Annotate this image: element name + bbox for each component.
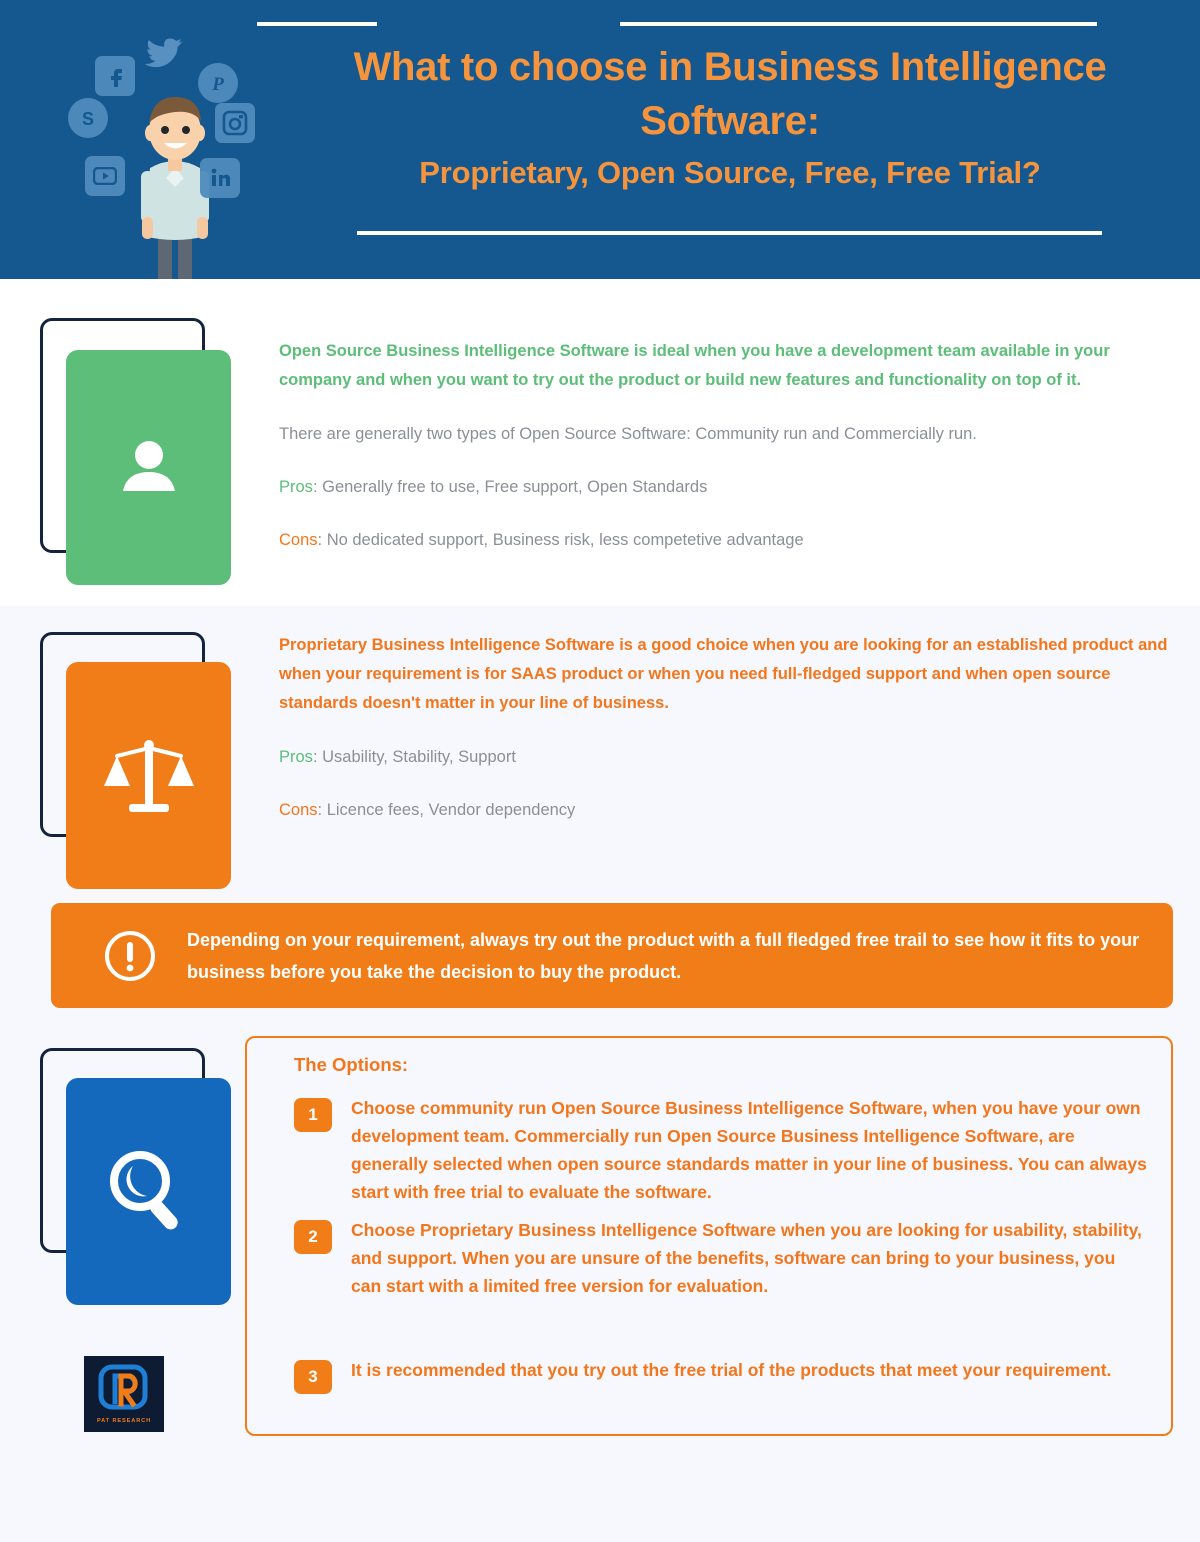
logo-wordmark: PAT RESEARCH bbox=[96, 1418, 152, 1424]
proprietary-text-block bbox=[279, 631, 1169, 824]
open-source-cons bbox=[279, 527, 1169, 554]
option-text: Choose Proprietary Business Intelligence Software when you are looking for usability, stability, and support. When you are unsure of the benefits, software can bring to your business, you can start with a limited free version for evaluation. bbox=[351, 1220, 1142, 1296]
card-filled-orange bbox=[66, 662, 231, 889]
cons-value: : No dedicated support, Business risk, less competetive advantage bbox=[317, 531, 804, 549]
pat-research-mark-icon bbox=[97, 1364, 151, 1416]
option-number-badge: 2 bbox=[294, 1220, 332, 1254]
option-text: It is recommended that you try out the free trial of the products that meet your requirement. bbox=[351, 1360, 1112, 1380]
svg-text:P: P bbox=[212, 74, 224, 94]
open-source-body: There are generally two types of Open Source Software: Community run and Commercially run. bbox=[279, 425, 977, 443]
list-item bbox=[294, 1356, 1149, 1394]
pat-research-logo bbox=[84, 1356, 164, 1432]
header-banner bbox=[0, 0, 1200, 279]
exclamation-circle-icon bbox=[103, 929, 157, 983]
callout-text: Depending on your requirement, always try out the product with a full fledged free trail to see how it fits to your business before you take the decision to buy the product. bbox=[187, 929, 1140, 982]
header-rule-short bbox=[257, 22, 377, 26]
open-source-text-block bbox=[279, 337, 1169, 554]
skype-icon bbox=[68, 98, 108, 138]
facebook-icon bbox=[95, 56, 135, 96]
cons-label: Cons bbox=[279, 801, 318, 819]
open-source-pros bbox=[279, 474, 1169, 501]
open-source-lead: Open Source Business Intelligence Software is ideal when you have a development team available in your company and when you want to try out the product or build new features and functionality on top of it. bbox=[279, 342, 1110, 389]
options-box bbox=[245, 1036, 1173, 1436]
instagram-icon bbox=[215, 103, 255, 143]
header-text-group bbox=[300, 40, 1160, 196]
option-text: Choose community run Open Source Business Intelligence Software, when you have your own development team. Commercially run Open Source Business Intelligence Software, are generally selected when open source standards matter in your line of business. You can always start with free trial to evaluate the software. bbox=[351, 1098, 1147, 1202]
magnifier-glyph-icon bbox=[97, 1140, 201, 1244]
page-subtitle: Proprietary, Open Source, Free, Free Trial? bbox=[419, 155, 1041, 190]
options-title: The Options: bbox=[294, 1054, 409, 1075]
cons-label: Cons bbox=[279, 531, 318, 549]
linkedin-icon bbox=[200, 158, 240, 198]
twitter-icon bbox=[145, 33, 185, 73]
page-title: What to choose in Business Intelligence Software: bbox=[353, 45, 1107, 143]
proprietary-cons bbox=[279, 797, 1169, 824]
card-filled-blue bbox=[66, 1078, 231, 1305]
pros-label: Pros bbox=[279, 748, 313, 766]
person-glyph-icon bbox=[110, 429, 188, 507]
scales-glyph-icon bbox=[99, 726, 199, 826]
proprietary-lead: Proprietary Business Intelligence Software is a good choice when you are looking for an established product and when your requirement is for SAAS product or when you need full-fledged support and when open source standards doesn't matter in your line of business. bbox=[279, 636, 1168, 712]
list-item bbox=[294, 1216, 1149, 1300]
pros-label: Pros bbox=[279, 478, 313, 496]
list-item bbox=[294, 1094, 1149, 1206]
card-filled-green bbox=[66, 350, 231, 585]
header-rule-long bbox=[620, 22, 1097, 26]
svg-text:S: S bbox=[81, 109, 95, 129]
pros-value: : Usability, Stability, Support bbox=[312, 748, 516, 766]
option-number-badge: 3 bbox=[294, 1360, 332, 1394]
youtube-icon bbox=[85, 156, 125, 196]
options-list bbox=[294, 1094, 1149, 1394]
pinterest-icon bbox=[198, 63, 238, 103]
pros-value: : Generally free to use, Free support, Open Standards bbox=[312, 478, 708, 496]
businessman-illustration bbox=[60, 28, 290, 298]
proprietary-pros bbox=[279, 744, 1169, 771]
header-rule-bottom bbox=[357, 231, 1102, 235]
callout-banner bbox=[51, 903, 1173, 1008]
cons-value: : Licence fees, Vendor dependency bbox=[317, 801, 576, 819]
option-number-badge: 1 bbox=[294, 1098, 332, 1132]
